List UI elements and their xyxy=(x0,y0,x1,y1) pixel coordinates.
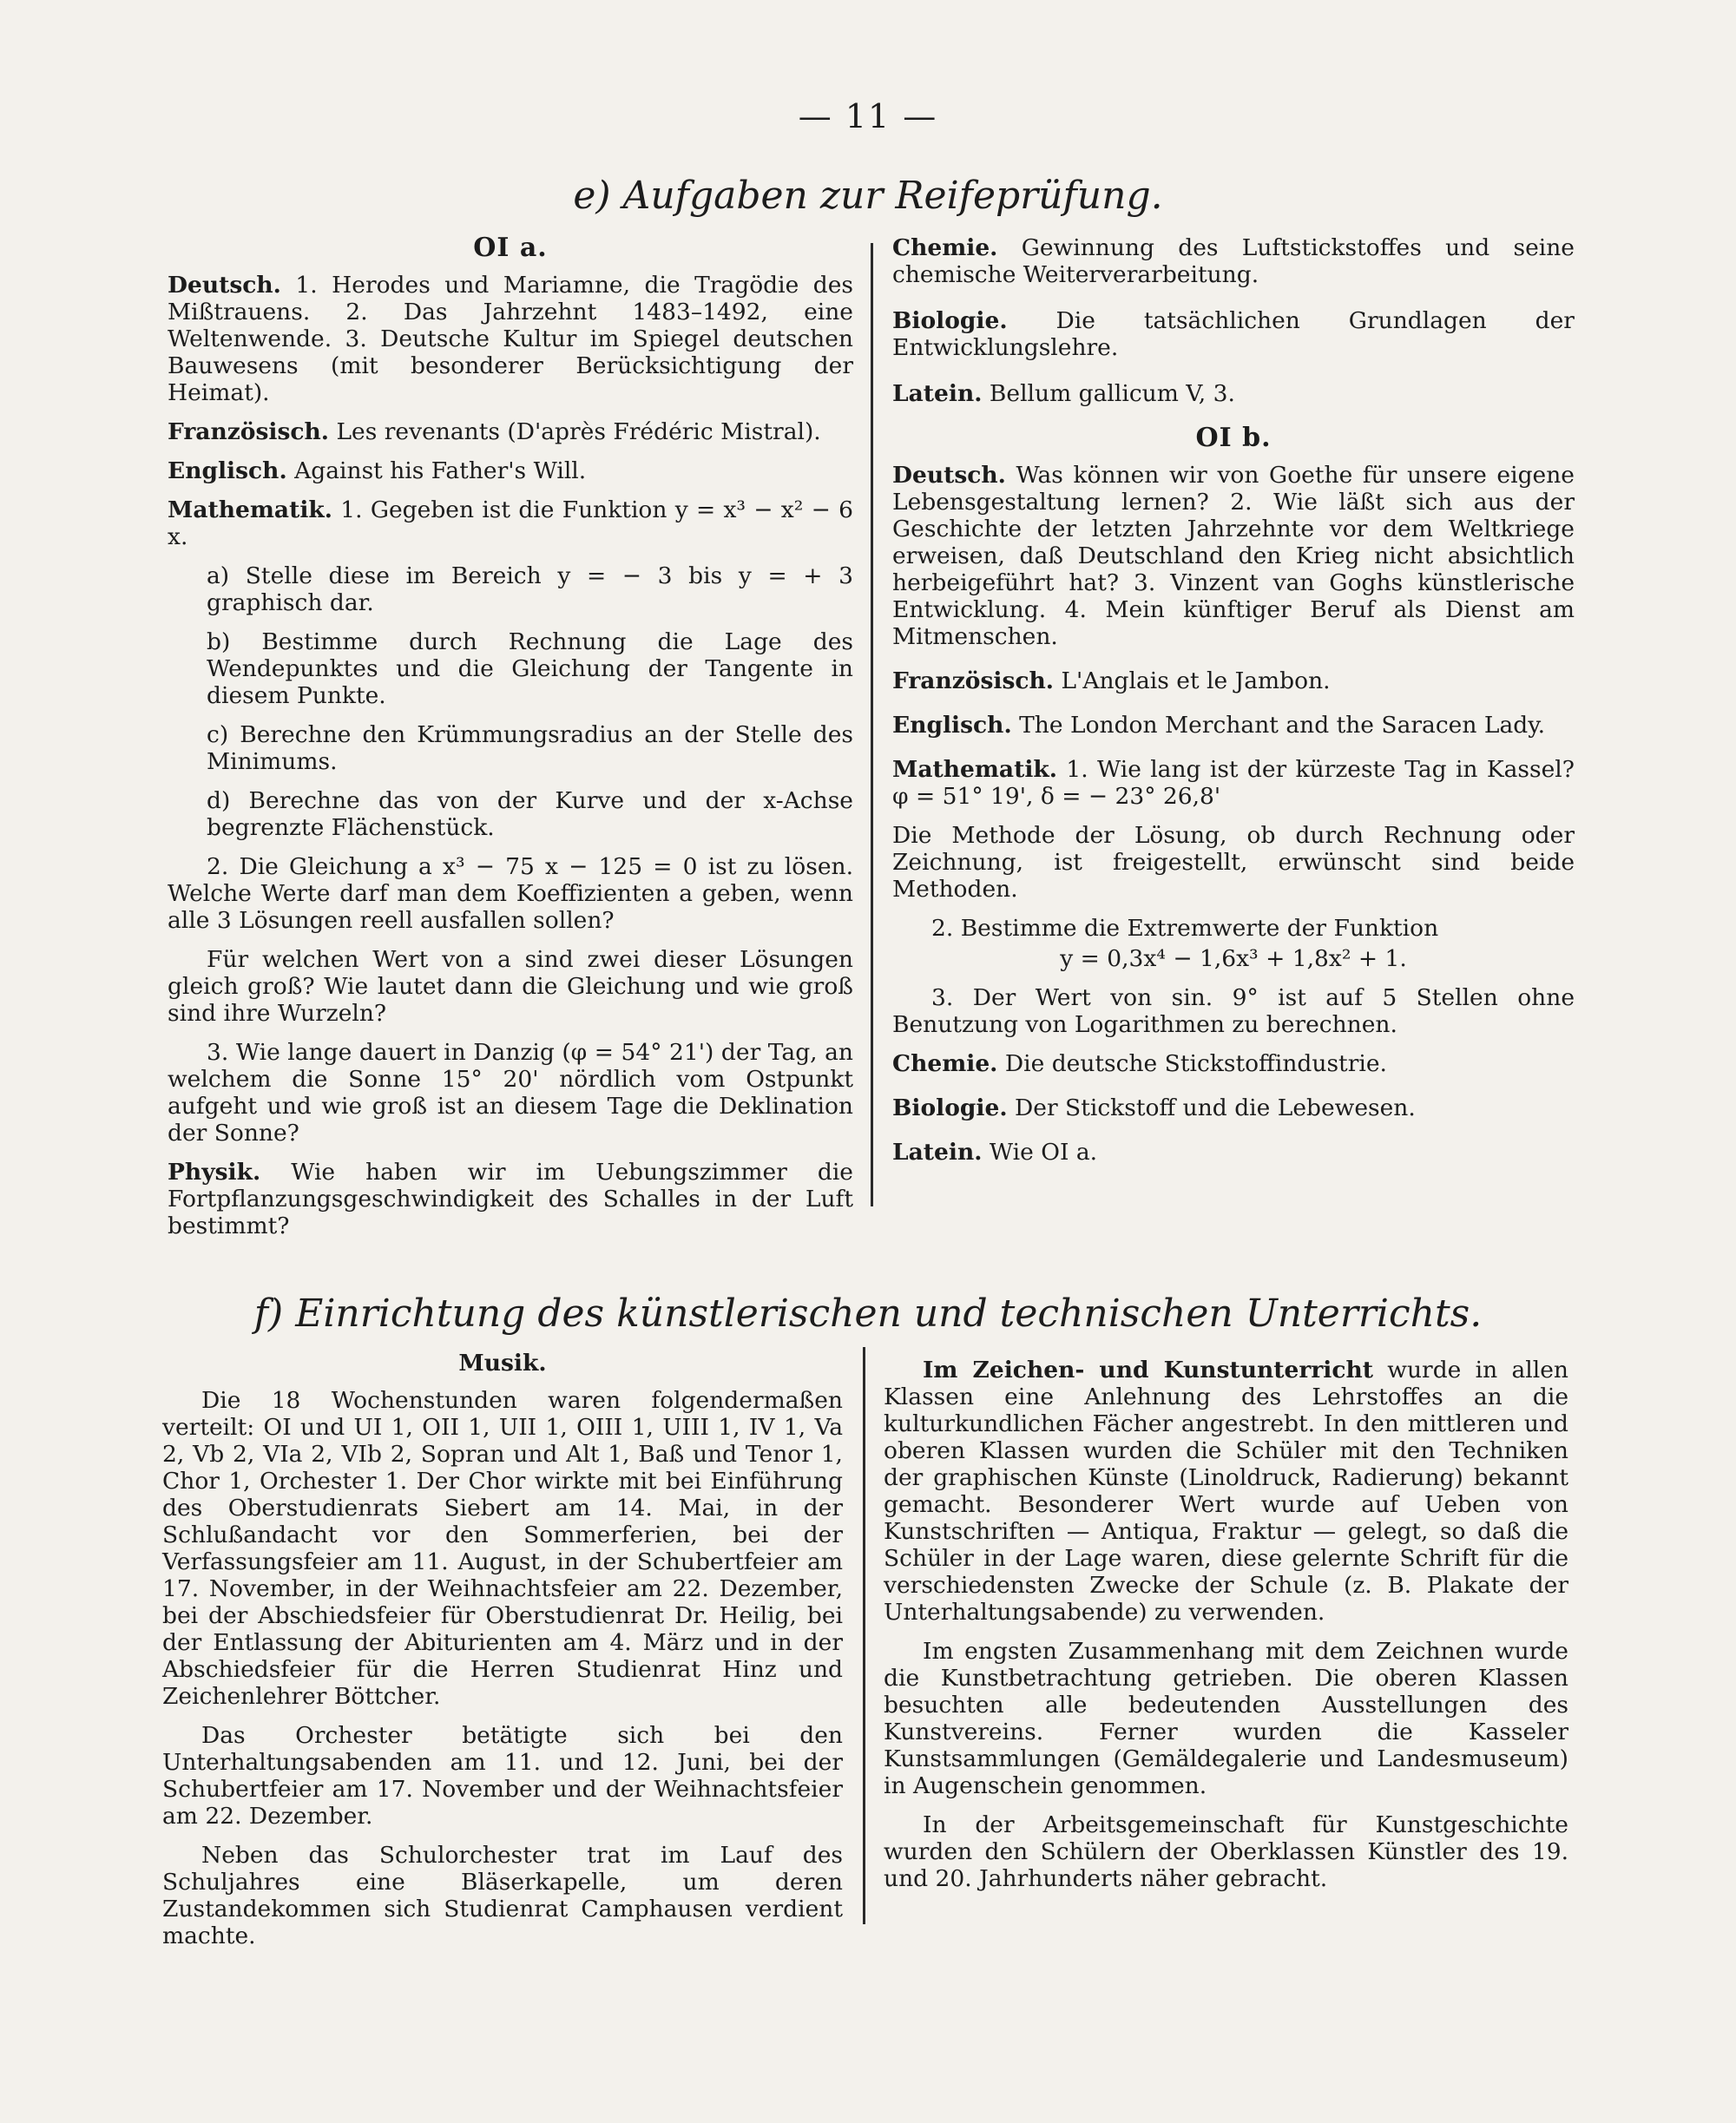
subject-text: Die tatsächlichen Grundlagen der Entwicklungslehre. xyxy=(892,307,1575,361)
subject-text: Bellum gallicum V, 3. xyxy=(989,380,1235,407)
oib-biologie xyxy=(892,1094,1575,1121)
kunst-paragraph: Im engsten Zusammenhang mit dem Zeichnen wurde die Kunstbetrachtung getrieben. Die oberen Klassen besuchten alle bedeutenden Ausstellungen des Kunstvereins. Ferner wurden die Kasseler Kunstsammlungen (Gemäldegalerie und Landesmuseum) in Augenschein genommen. xyxy=(884,1638,1568,1799)
oia-englisch xyxy=(168,457,853,484)
column-divider xyxy=(871,243,873,1206)
subject-text: 1. Herodes und Mariamne, die Tragödie des Mißtrauens. 2. Das Jahrzehnt 1483–1492, eine Weltenwende. 3. Deutsche Kultur im Spiegel deutschen Bauwesens (mit besonderer Berücksichtigung der Heimat). xyxy=(168,272,853,406)
oib-franzoesisch xyxy=(892,667,1575,694)
subject-label: Deutsch. xyxy=(168,272,281,299)
math-task-2b: Für welchen Wert von a sind zwei dieser Lösungen gleich groß? Wie lautet dann die Gleichung und wie groß sind ihre Wurzeln? xyxy=(168,946,853,1027)
subject-label: Physik. xyxy=(168,1159,261,1186)
section-e-heading: e) Aufgaben zur Reifeprüfung. xyxy=(573,174,1163,218)
subject-text: 1. Wie lang ist der kürzeste Tag in Kassel? φ = 51° 19', δ = − 23° 26,8' xyxy=(892,756,1575,810)
kunst-paragraph: In der Arbeitsgemeinschaft für Kunstgeschichte wurden den Schülern der Oberklassen Künstler des 19. und 20. Jahrhunderts näher gebracht. xyxy=(884,1811,1568,1892)
subject-label: Latein. xyxy=(892,1139,983,1166)
math-task-2: 2. Die Gleichung a x³ − 75 x − 125 = 0 ist zu lösen. Welche Werte darf man dem Koeffizienten a geben, wenn alle 3 Lösungen reell ausfallen sollen? xyxy=(168,853,853,934)
oia-mathematik xyxy=(168,496,853,550)
math-task-b: b) Bestimme durch Rechnung die Lage des Wendepunktes und die Gleichung der Tangente in diesem Punkte. xyxy=(207,628,853,709)
subject-text: Wie OI a. xyxy=(989,1139,1098,1166)
subject-label: Französisch. xyxy=(892,667,1055,694)
subject-label: Englisch. xyxy=(168,457,287,484)
musik-column xyxy=(162,1350,843,1962)
subject-text: Der Stickstoff und die Lebewesen. xyxy=(1015,1094,1416,1121)
subject-label: Deutsch. xyxy=(892,462,1006,489)
oia-physik xyxy=(168,1159,853,1239)
oib-englisch xyxy=(892,712,1575,739)
subject-label: Latein. xyxy=(892,380,983,407)
math-task-c: c) Berechne den Krümmungsradius an der Stelle des Minimums. xyxy=(207,721,853,775)
oia-chemie xyxy=(892,234,1575,288)
subject-text: Wie haben wir im Uebungszimmer die Fortpflanzungsgeschwindigkeit des Schalles in der Luft bestimmt? xyxy=(168,1159,853,1239)
math-function: y = 0,3x⁴ − 1,6x³ + 1,8x² + 1. xyxy=(1060,945,1407,972)
subject-text: Die deutsche Stickstoffindustrie. xyxy=(1004,1050,1387,1077)
oia-oib-right-column xyxy=(892,234,1575,1178)
subject-label: Biologie. xyxy=(892,307,1008,334)
oib-chemie xyxy=(892,1050,1575,1077)
section-f-heading: f) Einrichtung des künstlerischen und technischen Unterrichts. xyxy=(253,1292,1483,1336)
math-task-a: a) Stelle diese im Bereich y = − 3 bis y = + 3 graphisch dar. xyxy=(207,562,853,616)
math-task-3: 3. Der Wert von sin. 9° ist auf 5 Stellen ohne Benutzung von Logarithmen zu berechnen. xyxy=(892,984,1575,1038)
oib-title: OI b. xyxy=(1195,423,1272,453)
kunst-paragraph xyxy=(884,1357,1568,1626)
subject-label: Französisch. xyxy=(168,418,330,445)
subject-label: Mathematik. xyxy=(892,756,1057,783)
math-task-3: 3. Wie lange dauert in Danzig (φ = 54° 21') der Tag, an welchem die Sonne 15° 20' nördlich vom Ostpunkt aufgeht und wie groß ist an diesem Tage die Deklination der Sonne? xyxy=(168,1039,853,1147)
math-task-2: 2. Bestimme die Extremwerte der Funktion xyxy=(931,915,1439,942)
oib-mathematik xyxy=(892,756,1575,810)
subject-label: Englisch. xyxy=(892,712,1012,739)
musik-paragraph: Die 18 Wochenstunden waren folgendermaßen verteilt: OI und UI 1, OII 1, UII 1, OIII 1, UIII 1, IV 1, Va 2, Vb 2, VIa 2, VIb 2, Sopran und Alt 1, Baß und Tenor 1, Chor 1, Orchester 1. Der Chor wirkte mit bei Einführung des Oberstudienrats Siebert am 14. Mai, in der Schlußandacht vor den Sommerferien, bei der Verfassungsfeier am 11. August, in der Schubertfeier am 17. November, in der Weihnachtsfeier am 22. Dezember, bei der Abschiedsfeier für Oberstudienrat Dr. Heilig, bei der Entlassung der Abiturienten am 4. März und in der Abschiedsfeier für die Herren Studienrat Hinz und Zeichenlehrer Böttcher. xyxy=(162,1387,843,1710)
subject-text: Gewinnung des Luftstickstoffes und seine chemische Weiterverarbeitung. xyxy=(892,234,1575,288)
subject-text: The London Merchant and the Saracen Lady. xyxy=(1019,712,1546,739)
oia-title: OI a. xyxy=(473,233,548,263)
oia-deutsch xyxy=(168,272,853,406)
oib-deutsch xyxy=(892,462,1575,650)
subject-text: Was können wir von Goethe für unsere eigene Lebensgestaltung lernen? 2. Wie läßt sich aus der Geschichte der letzten Jahrzehnte vor dem Weltkriege erweisen, daß Deutschland den Krieg nicht absichtlich herbeigeführt hat? 3. Vinzent van Goghs künstlerische Entwicklung. 4. Mein künftiger Beruf als Dienst am Mitmenschen. xyxy=(892,462,1575,650)
subject-label: Mathematik. xyxy=(168,496,332,523)
musik-title: Musik. xyxy=(458,1350,547,1377)
subject-label: Chemie. xyxy=(892,1050,998,1077)
subject-label: Biologie. xyxy=(892,1094,1008,1121)
math-method-note: Die Methode der Lösung, ob durch Rechnung oder Zeichnung, ist freigestellt, erwünscht sind beide Methoden. xyxy=(892,822,1575,903)
subject-text: L'Anglais et le Jambon. xyxy=(1061,667,1331,694)
kunst-lead: Im Zeichen- und Kunstunterricht xyxy=(923,1357,1373,1384)
subject-text: Les revenants (D'après Frédéric Mistral). xyxy=(336,418,821,445)
kunst-text: wurde in allen Klassen eine Anlehnung des Lehrstoffes an die kulturkundlichen Fächer angestrebt. In den mittleren und oberen Klassen wurden die Schüler mit den Techniken der graphischen Künste (Linoldruck, Radierung) bekannt gemacht. Besonderer Wert wurde auf Ueben von Kunstschriften — Antiqua, Fraktur — gelegt, so daß die Schüler in der Lage waren, diese gelernte Schrift für die verschiedensten Zwecke der Schule (z. B. Plakate der Unterhaltungsabende) zu verwenden. xyxy=(884,1357,1568,1626)
math-task-d: d) Berechne das von der Kurve und der x-Achse begrenzte Flächenstück. xyxy=(207,787,853,841)
oia-latein xyxy=(892,380,1575,407)
musik-paragraph: Das Orchester betätigte sich bei den Unterhaltungsabenden am 11. und 12. Juni, bei der Schubertfeier am 17. November und der Weihnachtsfeier am 22. Dezember. xyxy=(162,1722,843,1830)
page-number: — 11 — xyxy=(798,97,938,135)
oib-latein xyxy=(892,1139,1575,1166)
kunst-column xyxy=(884,1350,1568,1904)
oia-biologie xyxy=(892,307,1575,361)
subject-text: 1. Gegeben ist die Funktion y = x³ − x² − 6 x. xyxy=(168,496,853,550)
musik-paragraph: Neben das Schulorchester trat im Lauf des Schuljahres eine Bläserkapelle, um deren Zustandekommen sich Studienrat Camphausen verdient machte. xyxy=(162,1842,843,1949)
oia-franzoesisch xyxy=(168,418,853,445)
column-divider xyxy=(863,1347,865,1924)
subject-label: Chemie. xyxy=(892,234,998,261)
oia-left-column xyxy=(168,234,853,1252)
subject-text: Against his Father's Will. xyxy=(294,457,587,484)
